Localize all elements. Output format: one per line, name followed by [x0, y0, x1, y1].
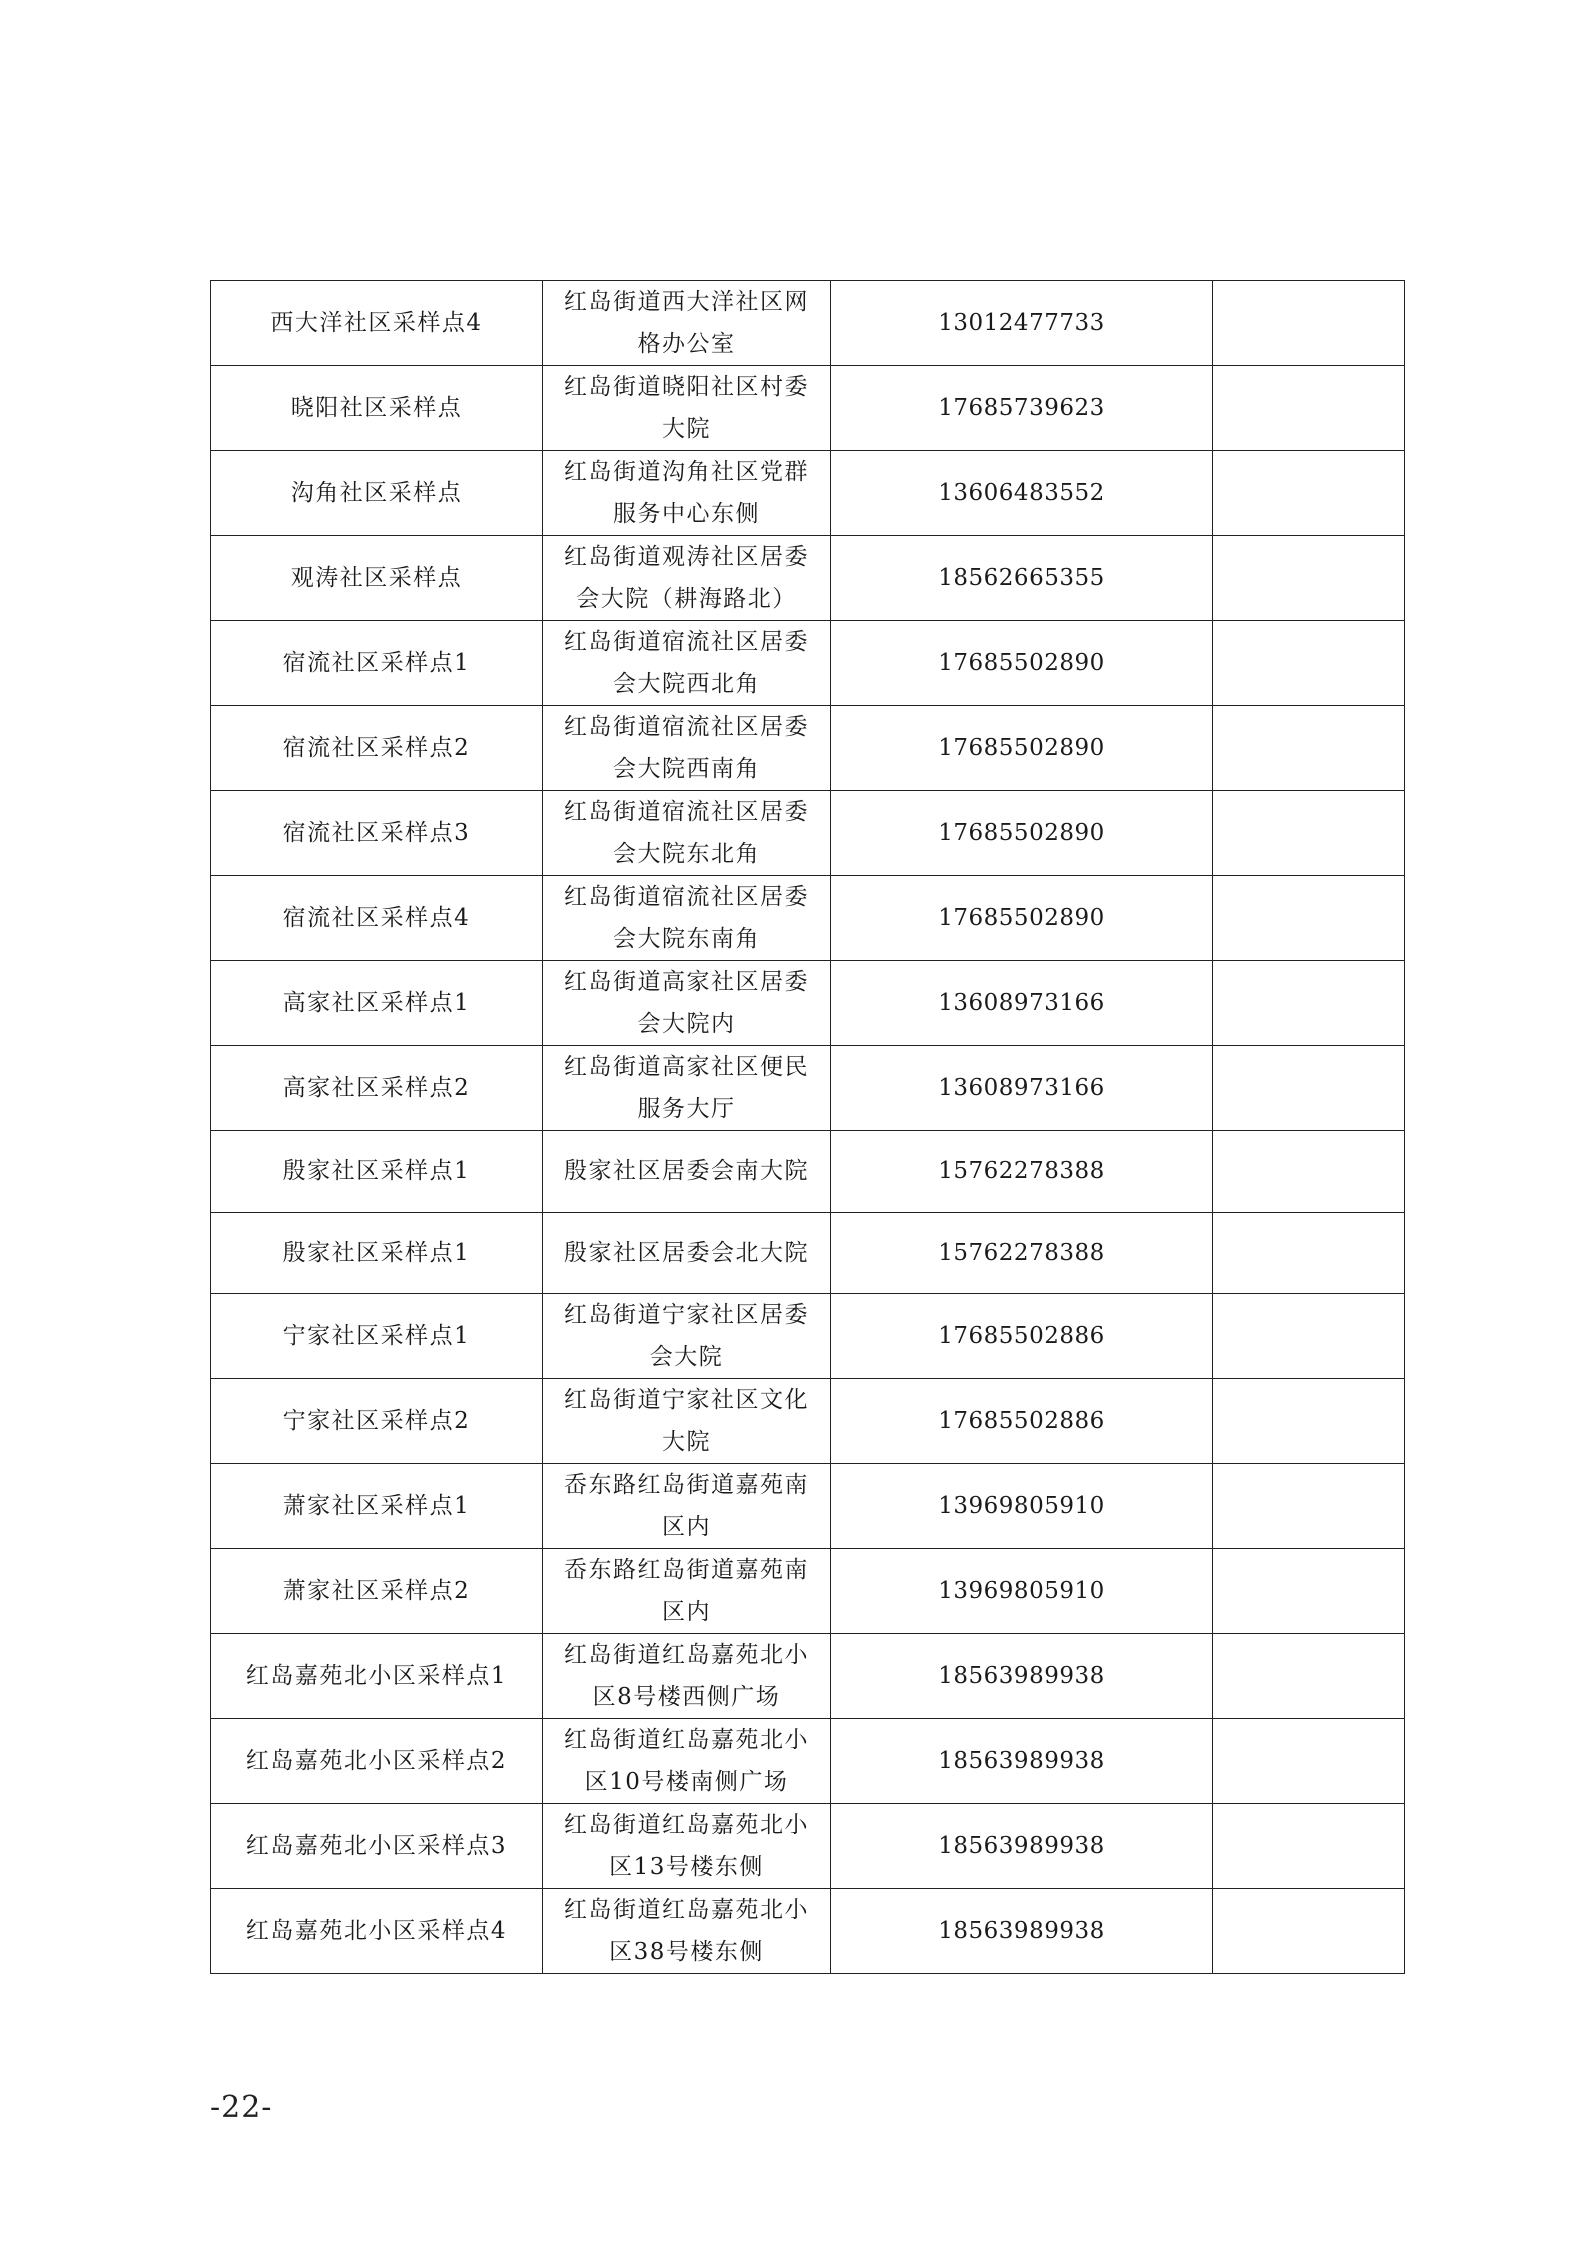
- note-cell: [1213, 1046, 1405, 1131]
- site-name-cell: 晓阳社区采样点: [211, 366, 543, 451]
- site-name-cell: 萧家社区采样点1: [211, 1464, 543, 1549]
- site-name-cell: 宿流社区采样点4: [211, 876, 543, 961]
- address-cell: 红岛街道红岛嘉苑北小区13号楼东侧: [543, 1804, 831, 1889]
- address-cell: 红岛街道宿流社区居委会大院西南角: [543, 706, 831, 791]
- note-cell: [1213, 451, 1405, 536]
- phone-cell: 17685502890: [831, 621, 1213, 706]
- table-row: [211, 366, 1405, 451]
- note-cell: [1213, 366, 1405, 451]
- address-cell: 红岛街道红岛嘉苑北小区8号楼西侧广场: [543, 1634, 831, 1719]
- address-cell: 红岛街道西大洋社区网格办公室: [543, 281, 831, 366]
- phone-cell: 18563989938: [831, 1719, 1213, 1804]
- phone-cell: 13969805910: [831, 1464, 1213, 1549]
- table-row: [211, 1212, 1405, 1294]
- address-cell: 殷家社区居委会南大院: [543, 1131, 831, 1213]
- table-row: [211, 961, 1405, 1046]
- site-name-cell: 宿流社区采样点2: [211, 706, 543, 791]
- address-cell: 红岛街道宿流社区居委会大院东北角: [543, 791, 831, 876]
- note-cell: [1213, 621, 1405, 706]
- note-cell: [1213, 1131, 1405, 1213]
- site-name-cell: 萧家社区采样点2: [211, 1549, 543, 1634]
- note-cell: [1213, 706, 1405, 791]
- phone-cell: 15762278388: [831, 1212, 1213, 1294]
- phone-cell: 17685502890: [831, 876, 1213, 961]
- site-name-cell: 殷家社区采样点1: [211, 1212, 543, 1294]
- phone-cell: 18562665355: [831, 536, 1213, 621]
- sampling-site-table-container: [210, 280, 1404, 1974]
- table-row: [211, 1379, 1405, 1464]
- phone-cell: 18563989938: [831, 1804, 1213, 1889]
- address-cell: 红岛街道观涛社区居委会大院（耕海路北）: [543, 536, 831, 621]
- phone-cell: 17685502890: [831, 791, 1213, 876]
- site-name-cell: 高家社区采样点1: [211, 961, 543, 1046]
- table-row: [211, 1889, 1405, 1974]
- address-cell: 红岛街道红岛嘉苑北小区38号楼东侧: [543, 1889, 831, 1974]
- table-row: [211, 706, 1405, 791]
- note-cell: [1213, 876, 1405, 961]
- site-name-cell: 观涛社区采样点: [211, 536, 543, 621]
- site-name-cell: 宿流社区采样点1: [211, 621, 543, 706]
- phone-cell: 17685502890: [831, 706, 1213, 791]
- table-row: [211, 1804, 1405, 1889]
- address-cell: 红岛街道红岛嘉苑北小区10号楼南侧广场: [543, 1719, 831, 1804]
- site-name-cell: 高家社区采样点2: [211, 1046, 543, 1131]
- note-cell: [1213, 961, 1405, 1046]
- table-row: [211, 1719, 1405, 1804]
- sampling-site-table: [210, 280, 1405, 1974]
- site-name-cell: 西大洋社区采样点4: [211, 281, 543, 366]
- table-row: [211, 451, 1405, 536]
- table-row: [211, 791, 1405, 876]
- note-cell: [1213, 1464, 1405, 1549]
- address-cell: 红岛街道高家社区便民服务大厅: [543, 1046, 831, 1131]
- phone-cell: 13606483552: [831, 451, 1213, 536]
- table-row: [211, 876, 1405, 961]
- address-cell: 红岛街道宁家社区居委会大院: [543, 1294, 831, 1379]
- address-cell: 红岛街道宿流社区居委会大院东南角: [543, 876, 831, 961]
- note-cell: [1213, 1212, 1405, 1294]
- phone-cell: 17685502886: [831, 1379, 1213, 1464]
- site-name-cell: 殷家社区采样点1: [211, 1131, 543, 1213]
- address-cell: 红岛街道晓阳社区村委大院: [543, 366, 831, 451]
- note-cell: [1213, 1294, 1405, 1379]
- phone-cell: 13012477733: [831, 281, 1213, 366]
- address-cell: 红岛街道宁家社区文化大院: [543, 1379, 831, 1464]
- note-cell: [1213, 1889, 1405, 1974]
- note-cell: [1213, 536, 1405, 621]
- page-number: -22-: [210, 2090, 273, 2125]
- table-row: [211, 1464, 1405, 1549]
- phone-cell: 17685739623: [831, 366, 1213, 451]
- site-name-cell: 宁家社区采样点2: [211, 1379, 543, 1464]
- address-cell: 岙东路红岛街道嘉苑南区内: [543, 1549, 831, 1634]
- table-row: [211, 536, 1405, 621]
- phone-cell: 18563989938: [831, 1634, 1213, 1719]
- address-cell: 红岛街道高家社区居委会大院内: [543, 961, 831, 1046]
- address-cell: 红岛街道沟角社区党群服务中心东侧: [543, 451, 831, 536]
- site-name-cell: 红岛嘉苑北小区采样点1: [211, 1634, 543, 1719]
- site-name-cell: 宁家社区采样点1: [211, 1294, 543, 1379]
- site-name-cell: 红岛嘉苑北小区采样点3: [211, 1804, 543, 1889]
- table-row: [211, 1549, 1405, 1634]
- table-row: [211, 1131, 1405, 1213]
- site-name-cell: 红岛嘉苑北小区采样点2: [211, 1719, 543, 1804]
- note-cell: [1213, 1719, 1405, 1804]
- table-row: [211, 1294, 1405, 1379]
- phone-cell: 17685502886: [831, 1294, 1213, 1379]
- note-cell: [1213, 791, 1405, 876]
- table-row: [211, 1046, 1405, 1131]
- phone-cell: 13608973166: [831, 1046, 1213, 1131]
- phone-cell: 13969805910: [831, 1549, 1213, 1634]
- table-row: [211, 281, 1405, 366]
- note-cell: [1213, 1804, 1405, 1889]
- phone-cell: 15762278388: [831, 1131, 1213, 1213]
- address-cell: 岙东路红岛街道嘉苑南区内: [543, 1464, 831, 1549]
- table-row: [211, 1634, 1405, 1719]
- table-row: [211, 621, 1405, 706]
- note-cell: [1213, 1549, 1405, 1634]
- note-cell: [1213, 1379, 1405, 1464]
- note-cell: [1213, 1634, 1405, 1719]
- site-name-cell: 红岛嘉苑北小区采样点4: [211, 1889, 543, 1974]
- note-cell: [1213, 281, 1405, 366]
- site-name-cell: 沟角社区采样点: [211, 451, 543, 536]
- address-cell: 红岛街道宿流社区居委会大院西北角: [543, 621, 831, 706]
- phone-cell: 18563989938: [831, 1889, 1213, 1974]
- address-cell: 殷家社区居委会北大院: [543, 1212, 831, 1294]
- site-name-cell: 宿流社区采样点3: [211, 791, 543, 876]
- phone-cell: 13608973166: [831, 961, 1213, 1046]
